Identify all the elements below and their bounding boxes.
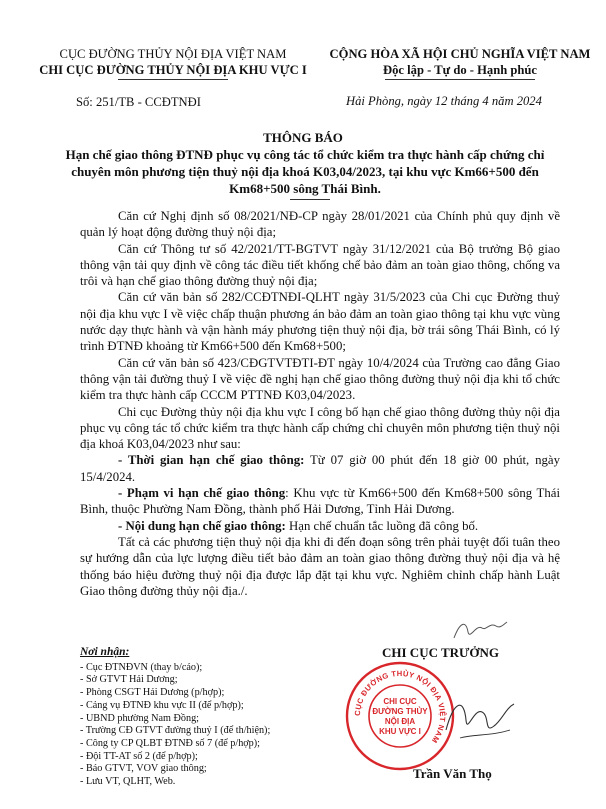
paragraph-announcement: Chi cục Đường thủy nội địa khu vực I công bố hạn chế giao thông đường thủy nội địa phục vụ công tác tổ chức kiểm tra thực hành cấp chứng chỉ chuyên môn phương tiện thuỷ nội địa khoá K03,04/2023 như sau: xyxy=(80,404,560,452)
recipients-block xyxy=(80,646,330,789)
recipient-item: - Công ty CP QLBT ĐTNĐ số 7 (để p/hợp); xyxy=(80,737,260,749)
recipient-item: - Cục ĐTNĐVN (thay b/cáo); xyxy=(80,661,203,673)
paragraph-legal-basis-1: Căn cứ Nghị định số 08/2021/NĐ-CP ngày 28/01/2021 của Chính phủ quy định về quản lý hoạt động đường thuỷ nội địa; xyxy=(80,209,560,240)
paragraph-legal-basis-2: Căn cứ Thông tư số 42/2021/TT-BGTVT ngày 31/12/2021 của Bộ trưởng Bộ giao thông vận tải quy định về công tác điều tiết khống chế bảo đảm an toàn giao thông, chống va trôi và hạn chế giao thông đường thuỷ nội địa; xyxy=(80,241,560,289)
scope-text: : Khu vực từ Km66+500 đến Km68+500 sông Thái Bình, thuộc Phường Nam Đồng, thành phố Hải Dương, Tỉnh Hải Dương. xyxy=(80,486,560,517)
signer-title: CHI CỤC TRƯỞNG xyxy=(382,645,500,660)
place-date: Hải Phòng, ngày 12 tháng 4 năm 2024 xyxy=(346,94,542,108)
paragraph-time xyxy=(80,452,560,485)
seal-center-line: NỘI ĐỊA xyxy=(384,717,416,726)
time-text: Từ 07 giờ 00 phút đến 18 giờ 00 phút, ngày 15/4/2024. xyxy=(80,453,560,484)
content-label: - Nội dung hạn chế giao thông: xyxy=(118,518,286,533)
seal-ring-text: CỤC ĐƯỜNG THỦY NỘI ĐỊA VIỆT NAM xyxy=(352,668,448,745)
scope-label: - Phạm vi hạn chế giao thông xyxy=(118,486,286,501)
issuer-underline xyxy=(118,79,228,80)
recipient-item: - Sở GTVT Hải Dương; xyxy=(80,674,178,686)
motto-underline xyxy=(385,79,535,80)
content-text: Hạn chế chuẩn tắc luồng đã công bố. xyxy=(285,518,479,533)
signer-name: Trần Văn Thọ xyxy=(413,766,492,781)
time-label: - Thời gian hạn chế giao thông: xyxy=(118,453,305,468)
paragraph-compliance: Tất cả các phương tiện thuỷ nội địa khi đi đến đoạn sông trên phải tuyệt đối tuân theo sự hướng dẫn của lực lượng điều tiết bảo đảm an toàn giao thông đường thuỷ nội địa và hệ thống báo hiệu đường thuỷ nội địa được lắp đặt tại khu vực. Nghiêm chỉnh chấp hành Luật Giao thông đường thủy nội địa./. xyxy=(80,534,560,598)
recipients-heading-text: Nơi nhận xyxy=(80,646,126,658)
motto: Độc lập - Tự do - Hạnh phúc xyxy=(383,63,537,77)
recipient-item: - Báo GTVT, VOV giao thông; xyxy=(80,763,207,775)
seal-center-line: ĐƯỜNG THỦY xyxy=(372,707,428,716)
recipient-item: - Phòng CSGT Hải Dương (p/hợp); xyxy=(80,687,225,699)
paragraph-legal-basis-3: Căn cứ văn bản số 282/CCĐTNĐI-QLHT ngày 31/5/2023 của Chi cục Đường thuỷ nội địa khu vực I về việc chấp thuận phương án bảo đảm an toàn giao thông tại khu vực vùng nước dạy thực hành và vận hành máy phương tiện thuỷ nội địa, bờ trái sông Thái Bình, có lý trình ĐTNĐ khoảng từ Km66+500 đến Km68+500; xyxy=(80,290,560,354)
initial-scrawl-icon xyxy=(450,616,510,644)
paragraph-scope xyxy=(80,485,560,518)
recipient-item: - Lưu VT, QLHT, Web. xyxy=(80,776,176,788)
national-header xyxy=(320,46,600,80)
paragraph-legal-basis-4: Căn cứ văn bản số 423/CĐGTVTĐTI-ĐT ngày 10/4/2024 của Trường cao đẳng Giao thông vận tải đường thuỷ I về việc đề nghị hạn chế giao thông đường thuỷ nội địa khi tổ chức kiểm tra thực hành cấp CCCM PTTNĐ K03,04/2023. xyxy=(80,355,560,403)
paragraph-content xyxy=(80,518,560,534)
recipient-item: - Cảng vụ ĐTNĐ khu vực II (để p/hợp); xyxy=(80,699,244,711)
handwritten-signature-icon xyxy=(440,690,520,750)
recipient-item: - UBND phường Nam Đồng; xyxy=(80,712,200,724)
org-unit: CHI CỤC ĐƯỜNG THỦY NỘI ĐỊA KHU VỰC I xyxy=(39,63,307,77)
country-name: CỘNG HÒA XÃ HỘI CHỦ NGHĨA VIỆT NAM xyxy=(329,47,591,61)
recipient-item: - Đội TT-AT số 2 (để p/hợp); xyxy=(80,750,198,762)
subject-underline xyxy=(290,199,330,200)
seal-center-line: CHI CỤC xyxy=(383,697,417,706)
doc-type: THÔNG BÁO xyxy=(263,130,343,145)
org-parent: CỤC ĐƯỜNG THỦY NỘI ĐỊA VIỆT NAM xyxy=(59,47,287,61)
doc-body xyxy=(80,208,560,599)
issuer-block xyxy=(20,46,326,80)
recipient-item: - Trường CĐ GTVT đường thuỷ I (để th/hiện); xyxy=(80,725,271,737)
recipients-heading: Nơi nhận: xyxy=(80,646,130,658)
doc-subject: Hạn chế giao thông ĐTNĐ phục vụ công tác tổ chức kiểm tra thực hành cấp chứng chỉ chuyên môn phương tiện thuỷ nội địa khoá K03,04/2023, tại khu vực Km66+500 đến Km68+500 sông Thái Bình. xyxy=(65,147,545,196)
seal-center-line: KHU VỰC I xyxy=(379,727,421,736)
doc-number: Số: 251/TB - CCĐTNĐI xyxy=(76,95,201,109)
